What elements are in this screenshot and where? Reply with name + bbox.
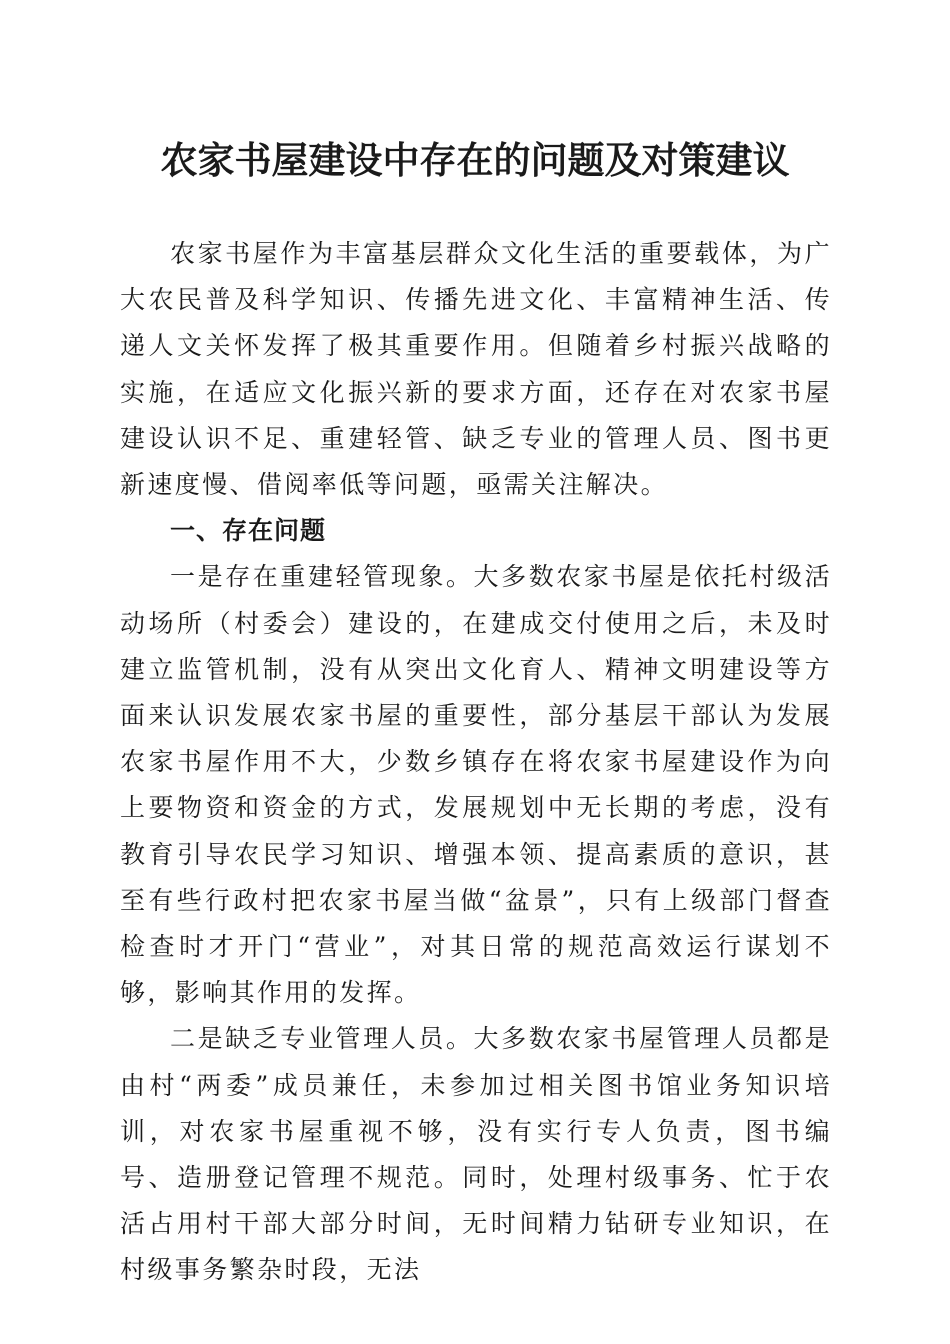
problem-2-lead: 二是缺乏专业管理人员。 [170, 1024, 474, 1054]
section-heading: 一、存在问题 [170, 516, 327, 546]
document-body [120, 231, 832, 1294]
document-title: 农家书屋建设中存在的问题及对策建议 [160, 138, 790, 182]
problem-paragraph-2 [120, 1016, 832, 1293]
problem-1-lead: 一是存在重建轻管现象。 [170, 562, 474, 592]
problem-paragraph-1 [120, 554, 832, 1016]
problem-2-text: 大多数农家书屋管理人员都是由村“两委”成员兼任，未参加过相关图书馆业务知识培训，对农家书屋重视不够，没有实行专人负责，图书编号、造册登记管理不规范。同时，处理村级事务、忙于农活占用村干部大部分时间，无时间精力钻研专业知识，在村级事务繁杂时段，无法 [120, 1024, 833, 1285]
problem-1-text: 大多数农家书屋是依托村级活动场所（村委会）建设的，在建成交付使用之后，未及时建立监管机制，没有从突出文化育人、精神文明建设等方面来认识发展农家书屋的重要性，部分基层干部认为发展农家书屋作用不大，少数乡镇存在将农家书屋建设作为向上要物资和资金的方式，发展规划中无长期的考虑，没有教育引导农民学习知识、增强本领、提高素质的意识，甚至有些行政村把农家书屋当做“盆景”，只有上级部门督查检查时才开门“营业”，对其日常的规范高效运行谋划不够，影响其作用的发挥。 [120, 562, 833, 1008]
intro-paragraph: 农家书屋作为丰富基层群众文化生活的重要载体，为广大农民普及科学知识、传播先进文化、丰富精神生活、传递人文关怀发挥了极其重要作用。但随着乡村振兴战略的实施，在适应文化振兴新的要求方面，还存在对农家书屋建设认识不足、重建轻管、缺乏专业的管理人员、图书更新速度慢、借阅率低等问题，亟需关注解决。 [120, 239, 832, 500]
